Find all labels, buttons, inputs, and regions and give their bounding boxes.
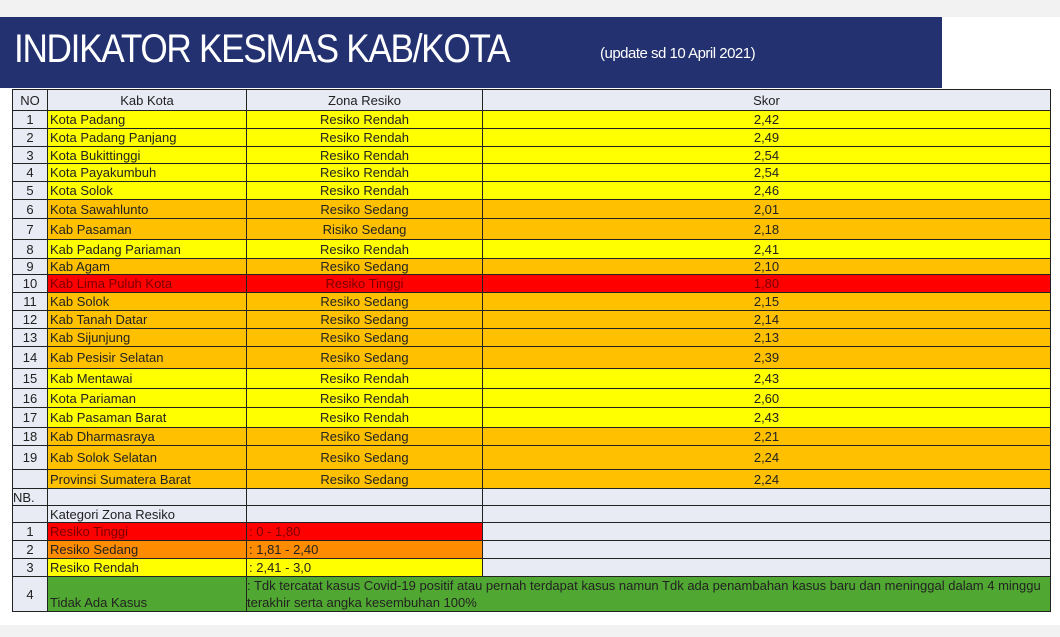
row-zona: Resiko Rendah bbox=[247, 240, 483, 259]
row-skor: 2,39 bbox=[483, 347, 1051, 369]
row-kab-kota: Provinsi Sumatera Barat bbox=[48, 470, 247, 489]
row-skor: 2,15 bbox=[483, 293, 1051, 311]
row-skor: 2,41 bbox=[483, 240, 1051, 259]
kategori-name: Tidak Ada Kasus bbox=[48, 577, 247, 612]
row-zona: Resiko Sedang bbox=[247, 470, 483, 489]
page-subtitle: (update sd 10 April 2021) bbox=[600, 45, 756, 62]
row-skor: 2,21 bbox=[483, 428, 1051, 446]
row-skor: 2,46 bbox=[483, 182, 1051, 200]
row-zona: Resiko Sedang bbox=[247, 259, 483, 275]
top-strip bbox=[0, 0, 1060, 17]
kategori-no: 4 bbox=[13, 577, 48, 612]
row-no: 15 bbox=[13, 369, 48, 389]
row-kab-kota: Kota Pariaman bbox=[48, 389, 247, 408]
row-kab-kota: Kab Sijunjung bbox=[48, 329, 247, 347]
row-kab-kota: Kota Bukittinggi bbox=[48, 147, 247, 164]
row-skor: 2,24 bbox=[483, 446, 1051, 470]
row-skor: 2,13 bbox=[483, 329, 1051, 347]
row-zona: Resiko Sedang bbox=[247, 428, 483, 446]
table-row bbox=[13, 182, 1051, 200]
table-row bbox=[13, 389, 1051, 408]
row-skor: 1,80 bbox=[483, 275, 1051, 293]
row-zona: Resiko Rendah bbox=[247, 111, 483, 129]
row-zona: Risiko Sedang bbox=[247, 219, 483, 240]
row-kab-kota: Kota Payakumbuh bbox=[48, 164, 247, 182]
row-zona: Resiko Sedang bbox=[247, 311, 483, 329]
row-skor: 2,42 bbox=[483, 111, 1051, 129]
row-zona: Resiko Sedang bbox=[247, 347, 483, 369]
row-kab-kota: Kota Solok bbox=[48, 182, 247, 200]
header-no: NO bbox=[13, 90, 48, 111]
row-zona: Resiko Rendah bbox=[247, 389, 483, 408]
row-kab-kota: Kab Lima Puluh Kota bbox=[48, 275, 247, 293]
row-kab-kota: Kab Pesisir Selatan bbox=[48, 347, 247, 369]
row-zona: Resiko Tinggi bbox=[247, 275, 483, 293]
table-row bbox=[13, 147, 1051, 164]
row-skor: 2,18 bbox=[483, 219, 1051, 240]
row-skor: 2,54 bbox=[483, 147, 1051, 164]
table-row bbox=[13, 111, 1051, 129]
table-row bbox=[13, 446, 1051, 470]
kategori-range: : 2,41 - 3,0 bbox=[247, 559, 483, 577]
row-no: 16 bbox=[13, 389, 48, 408]
row-kab-kota: Kab Tanah Datar bbox=[48, 311, 247, 329]
table-row bbox=[13, 347, 1051, 369]
row-kab-kota: Kab Agam bbox=[48, 259, 247, 275]
kategori-row bbox=[13, 523, 1051, 541]
row-zona: Resiko Rendah bbox=[247, 129, 483, 147]
row-zona: Resiko Rendah bbox=[247, 369, 483, 389]
row-zona: Resiko Rendah bbox=[247, 164, 483, 182]
table-row bbox=[13, 293, 1051, 311]
table-row bbox=[13, 408, 1051, 428]
row-skor: 2,01 bbox=[483, 200, 1051, 219]
table-row bbox=[13, 275, 1051, 293]
kategori-title-row bbox=[13, 506, 1051, 523]
kategori-range: : 0 - 1,80 bbox=[247, 523, 483, 541]
kategori-row bbox=[13, 577, 1051, 612]
row-zona: Resiko Sedang bbox=[247, 329, 483, 347]
nb-row bbox=[13, 489, 1051, 506]
row-skor: 2,54 bbox=[483, 164, 1051, 182]
bottom-strip bbox=[0, 625, 1060, 637]
kategori-range: : 1,81 - 2,40 bbox=[247, 541, 483, 559]
row-kab-kota: Kota Padang Panjang bbox=[48, 129, 247, 147]
page-title: INDIKATOR KESMAS KAB/KOTA bbox=[14, 27, 510, 71]
table-row bbox=[13, 329, 1051, 347]
row-skor: 2,43 bbox=[483, 369, 1051, 389]
kategori-range: : Tdk tercatat kasus Covid-19 positif atau pernah terdapat kasus namun Tdk ada penambahan kasus baru dan meninggal dalam 4 minggu terakhir serta angka kesembuhan 100% bbox=[247, 577, 1051, 612]
row-skor: 2,49 bbox=[483, 129, 1051, 147]
table-header bbox=[13, 90, 1051, 111]
row-no: 4 bbox=[13, 164, 48, 182]
row-no: 8 bbox=[13, 240, 48, 259]
row-kab-kota: Kota Padang bbox=[48, 111, 247, 129]
row-zona: Resiko Rendah bbox=[247, 147, 483, 164]
row-kab-kota: Kab Solok Selatan bbox=[48, 446, 247, 470]
row-kab-kota: Kab Pasaman bbox=[48, 219, 247, 240]
kategori-name: Resiko Rendah bbox=[48, 559, 247, 577]
row-zona: Resiko Sedang bbox=[247, 446, 483, 470]
row-no: 11 bbox=[13, 293, 48, 311]
table-row bbox=[13, 240, 1051, 259]
table-row bbox=[13, 164, 1051, 182]
row-no: 17 bbox=[13, 408, 48, 428]
row-no: 18 bbox=[13, 428, 48, 446]
row-no: 1 bbox=[13, 111, 48, 129]
row-skor: 2,43 bbox=[483, 408, 1051, 428]
row-skor: 2,14 bbox=[483, 311, 1051, 329]
row-skor: 2,60 bbox=[483, 389, 1051, 408]
kategori-no: 1 bbox=[13, 523, 48, 541]
title-banner bbox=[0, 17, 942, 88]
header-skor: Skor bbox=[483, 90, 1051, 111]
table-row bbox=[13, 470, 1051, 489]
row-zona: Resiko Sedang bbox=[247, 200, 483, 219]
kategori-title: Kategori Zona Resiko bbox=[48, 506, 247, 523]
row-no: 7 bbox=[13, 219, 48, 240]
row-no: 14 bbox=[13, 347, 48, 369]
kategori-name: Resiko Sedang bbox=[48, 541, 247, 559]
row-no: 12 bbox=[13, 311, 48, 329]
table-row bbox=[13, 369, 1051, 389]
row-zona: Resiko Rendah bbox=[247, 408, 483, 428]
row-zona: Resiko Rendah bbox=[247, 182, 483, 200]
row-no: 19 bbox=[13, 446, 48, 470]
row-no: 5 bbox=[13, 182, 48, 200]
table-row bbox=[13, 311, 1051, 329]
kategori-no: 3 bbox=[13, 559, 48, 577]
row-zona: Resiko Sedang bbox=[247, 293, 483, 311]
row-kab-kota: Kab Dharmasraya bbox=[48, 428, 247, 446]
row-no: 13 bbox=[13, 329, 48, 347]
nb-label: NB. bbox=[13, 489, 48, 506]
row-skor: 2,10 bbox=[483, 259, 1051, 275]
table-row bbox=[13, 200, 1051, 219]
row-kab-kota: Kab Padang Pariaman bbox=[48, 240, 247, 259]
header-kab-kota: Kab Kota bbox=[48, 90, 247, 111]
indicator-table bbox=[12, 89, 1051, 612]
kategori-row bbox=[13, 559, 1051, 577]
row-no: 6 bbox=[13, 200, 48, 219]
row-kab-kota: Kab Solok bbox=[48, 293, 247, 311]
row-skor: 2,24 bbox=[483, 470, 1051, 489]
kategori-no: 2 bbox=[13, 541, 48, 559]
table-row bbox=[13, 219, 1051, 240]
row-kab-kota: Kab Pasaman Barat bbox=[48, 408, 247, 428]
kategori-name: Resiko Tinggi bbox=[48, 523, 247, 541]
row-no: 3 bbox=[13, 147, 48, 164]
row-kab-kota: Kab Mentawai bbox=[48, 369, 247, 389]
row-kab-kota: Kota Sawahlunto bbox=[48, 200, 247, 219]
header-zona: Zona Resiko bbox=[247, 90, 483, 111]
kategori-row bbox=[13, 541, 1051, 559]
table-row bbox=[13, 428, 1051, 446]
row-no bbox=[13, 470, 48, 489]
table-row bbox=[13, 259, 1051, 275]
table-row bbox=[13, 129, 1051, 147]
row-no: 2 bbox=[13, 129, 48, 147]
row-no: 9 bbox=[13, 259, 48, 275]
row-no: 10 bbox=[13, 275, 48, 293]
